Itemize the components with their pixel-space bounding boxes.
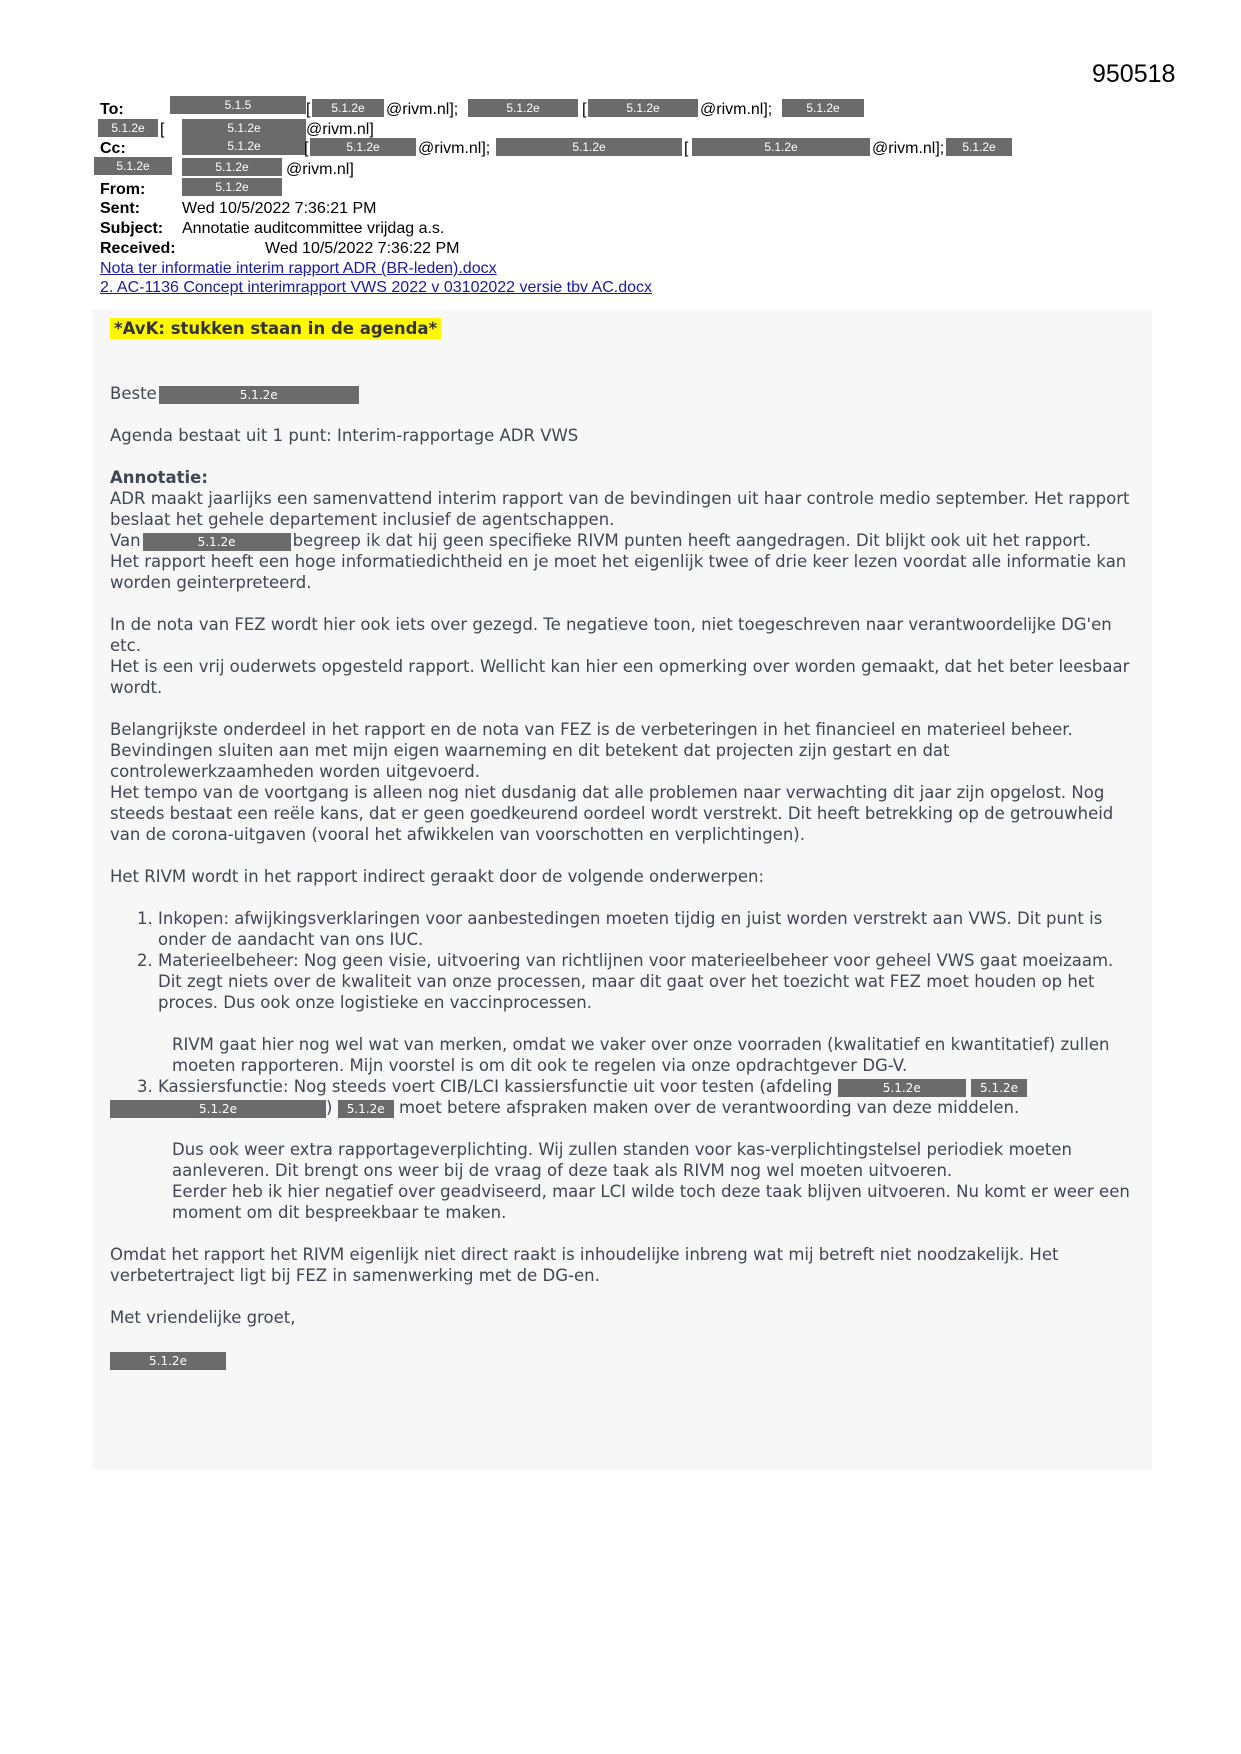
agenda-line: Agenda bestaat uit 1 punt: Interim-rapportage ADR VWS [110, 426, 579, 445]
sent-line [100, 199, 140, 219]
redaction: 5.1.2e [468, 99, 578, 117]
paragraph: In de nota van FEZ wordt hier ook iets over gezegd. Te negatieve toon, niet toegeschreven naar verantwoordelijke DG'en etc. [110, 615, 1112, 655]
email-domain-end: @rivm.nl] [286, 161, 354, 178]
paragraph: ADR maakt jaarlijks een samenvattend interim rapport van de bevindingen uit haar controle medio september. Het rapport beslaat het gehele departement inclusief de agentschappen. [110, 489, 1130, 529]
redaction: 5.1.2e [310, 138, 416, 156]
redaction: 5.1.2e [182, 158, 282, 176]
redaction: 5.1.2e [159, 386, 359, 404]
redaction: 5.1.2e [110, 1100, 326, 1118]
redaction: 5.1.2e [94, 157, 172, 175]
topic-list [110, 908, 1140, 1223]
email-domain: @rivm.nl]; [386, 101, 459, 118]
subject-label: Subject: [100, 220, 164, 237]
cc-line [100, 139, 126, 159]
cc-label: Cc: [100, 140, 126, 157]
document-id: 950518 [1092, 60, 1176, 88]
redaction: 5.1.2e [182, 178, 282, 196]
redaction: 5.1.2e [971, 1079, 1027, 1097]
sent-label: Sent: [100, 200, 140, 217]
email-domain: @rivm.nl]; [872, 140, 945, 157]
attachment-link[interactable]: 2. AC-1136 Concept interimrapport VWS 2022 v 03102022 versie tbv AC.docx [100, 279, 653, 296]
received-value: Wed 10/5/2022 7:36:22 PM [265, 240, 460, 257]
highlight-note [110, 318, 1140, 339]
email-domain: @rivm.nl]; [700, 101, 773, 118]
redaction: 5.1.2e [110, 1352, 226, 1370]
email-domain-end: @rivm.nl] [306, 121, 374, 138]
greeting: Beste 5.1.2e [110, 383, 1140, 404]
redaction: 5.1.5 [170, 96, 306, 114]
redaction: 5.1.2e [692, 138, 870, 156]
redaction: 5.1.2e [338, 1100, 394, 1118]
redaction: 5.1.2e [98, 119, 158, 137]
subject-value: Annotatie auditcommittee vrijdag a.s. [182, 220, 445, 237]
redaction: 5.1.2e [838, 1079, 966, 1097]
sub-paragraph: RIVM gaat hier nog wel wat van merken, omdat we vaker over onze voorraden (kwalitatief en kwantitatief) zullen moeten rapporteren. Mijn voorstel is om dit ook te regelen via onze opdrachtgever DG-V. [172, 1035, 1110, 1075]
sub-paragraph: Eerder heb ik hier negatief over geadviseerd, maar LCI wilde toch deze taak blijven uitvoeren. Nu komt er weer een moment om dit bespreekbaar te maken. [172, 1182, 1130, 1222]
paragraph: Belangrijkste onderdeel in het rapport en de nota van FEZ is de verbeteringen in het financieel en materieel beheer. Bevindingen sluiten aan met mijn eigen waarneming en dit betekent dat projecten zijn gestart en dat controlewerkzaamheden worden uitgevoerd. [110, 720, 1073, 781]
received-line [100, 239, 176, 259]
paragraph: Het is een vrij ouderwets opgesteld rapport. Wellicht kan hier een opmerking over worden gemaakt, dat het beter leesbaar wordt. [110, 657, 1130, 697]
redaction: 5.1.2e [782, 99, 864, 117]
closing: Met vriendelijke groet, [110, 1308, 296, 1327]
annotatie-section [110, 467, 1140, 1370]
redaction: 5.1.2e [312, 99, 384, 117]
redaction: 5.1.2e [588, 99, 698, 117]
list-item: 2. Materieelbeheer: Nog geen visie, uitvoering van richtlijnen voor materieelbeheer voor geheel VWS gaat moeizaam. Dit zegt niets over de kwaliteit van onze processen, maar dit gaat over het toezicht wat FEZ moet houden op het proces. Dus ook onze logistieke en vaccinprocessen. RIVM gaat hier nog wel wat van merken, omdat we vaker over onze voorraden (kwalitatief en kwantitatief) zullen moeten rapporteren. Mijn voorstel is om dit ook te regelen via onze opdrachtgever DG-V. [158, 950, 1140, 1076]
sent-value: Wed 10/5/2022 7:36:21 PM [182, 200, 377, 217]
email-domain: @rivm.nl]; [418, 140, 491, 157]
attachment-link[interactable]: Nota ter informatie interim rapport ADR (BR-leden).docx [100, 260, 497, 277]
redaction: 5.1.2e [182, 119, 306, 137]
paragraph: Omdat het rapport het RIVM eigenlijk niet direct raakt is inhoudelijke inbreng wat mij betreft niet noodzakelijk. Het verbetertraject ligt bij FEZ in samenwerking met de DG-en. [110, 1245, 1059, 1285]
from-label: From: [100, 181, 146, 198]
list-item: 1. Inkopen: afwijkingsverklaringen voor aanbestedingen moeten tijdig en juist worden verstrekt aan VWS. Dit punt is onder de aandacht van ons IUC. [158, 908, 1140, 950]
annotatie-heading: Annotatie: [110, 468, 208, 487]
paragraph: Het RIVM wordt in het rapport indirect geraakt door de volgende onderwerpen: [110, 867, 765, 886]
paragraph: Van 5.1.2e begreep ik dat hij geen specifieke RIVM punten heeft aangedragen. Dit blijkt ook uit het rapport. [110, 531, 1091, 550]
to-line [100, 100, 124, 120]
subject-line [100, 219, 163, 239]
from-line [100, 180, 145, 200]
paragraph: Het tempo van de voortgang is alleen nog niet dusdanig dat alle problemen naar verwachting dit jaar zijn opgelost. Nog steeds bestaat een reële kans, dat er geen goedkeurend oordeel wordt verstrekt. Dit heeft betrekking op de getrouwheid van de corona-uitgaven (vooral het afwikkelen van voorschotten en verplichtingen). [110, 783, 1114, 844]
paragraph: Het rapport heeft een hoge informatiedichtheid en je moet het eigenlijk twee of drie keer lezen voordat alle informatie kan worden geinterpreteerd. [110, 552, 1127, 592]
list-item: 3. Kassiersfunctie: Nog steeds voert CIB/LCI kassiersfunctie uit voor testen (afdeling 5.1.2e 5.1.2e 5.1.2e ) 5.1.2e moet betere afspraken maken over de verantwoording van deze middelen. Dus ook weer extra rapportageverplichting. Wij zullen standen voor kas-verplichtingstelsel periodiek moeten aanleveren. Dit brengt ons weer bij de vraag of deze taak als RIVM nog wel moeten uitvoeren. Eerder heb ik hier negatief over geadviseerd, maar LCI wilde toch deze taak blijven uitvoeren. Nu komt er weer een moment om dit bespreekbaar te maken. [158, 1076, 1140, 1223]
redaction: 5.1.2e [182, 137, 306, 155]
redaction: 5.1.2e [496, 138, 682, 156]
attachment-list [100, 259, 497, 279]
signature [110, 1349, 1140, 1370]
to-label: To: [100, 101, 124, 118]
sub-paragraph: Dus ook weer extra rapportageverplichting. Wij zullen standen voor kas-verplichtingstelsel periodiek moeten aanleveren. Dit brengt ons weer bij de vraag of deze taak als RIVM nog wel moeten uitvoeren. [172, 1140, 1072, 1180]
redaction: 5.1.2e [143, 533, 291, 551]
received-label: Received: [100, 240, 176, 257]
redaction: 5.1.2e [946, 138, 1012, 156]
highlighted-text: *AvK: stukken staan in de agenda* [110, 318, 441, 339]
